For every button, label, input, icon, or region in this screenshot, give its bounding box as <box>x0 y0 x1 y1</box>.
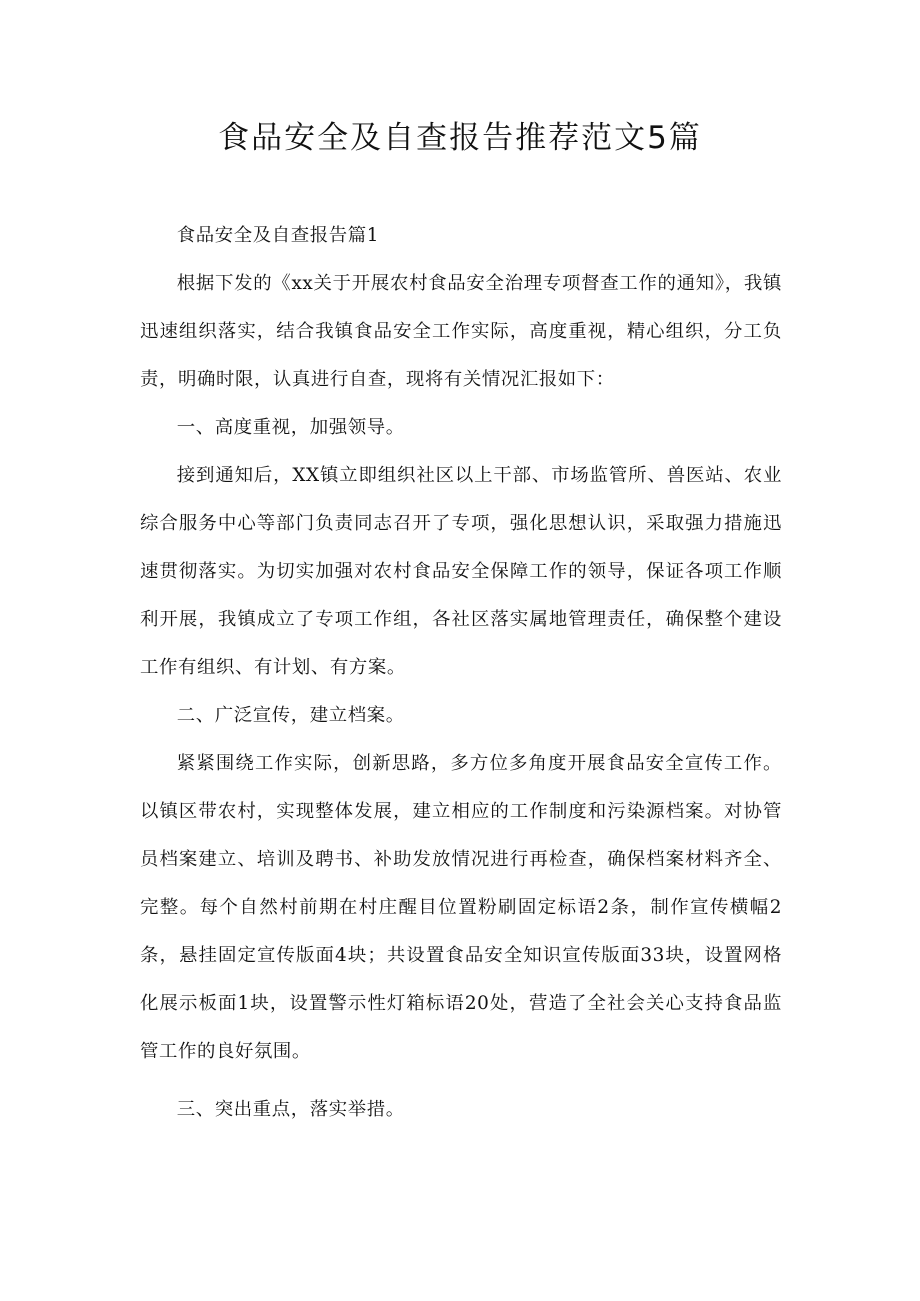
document-body <box>140 212 782 1134</box>
section-heading: 一、高度重视，加强领导。 <box>176 417 405 438</box>
document-title: 食品安全及自查报告推荐范文5篇 <box>218 120 702 156</box>
body-paragraph: 接到通知后，XX镇立即组织社区以上干部、市场监管所、兽医站、农业综合服务中心等部门负责同志召开了专项，强化思想认识，采取强力措施迅速贯彻落实。为切实加强对农村食品安全保障工作的领导，保证各项工作顺利开展，我镇成立了专项工作组，各社区落实属地管理责任，确保整个建设工作有组织、有计划、有方案。 <box>140 465 782 678</box>
section-heading: 食品安全及自查报告篇1 <box>176 225 380 246</box>
section-heading: 二、广泛宣传，建立档案。 <box>176 705 405 726</box>
body-paragraph: 根据下发的《xx关于开展农村食品安全治理专项督查工作的通知》，我镇迅速组织落实，结合我镇食品安全工作实际，高度重视，精心组织，分工负责，明确时限，认真进行自查，现将有关情况汇报如下： <box>140 273 782 390</box>
body-paragraph: 紧紧围绕工作实际，创新思路，多方位多角度开展食品安全宣传工作。以镇区带农村，实现整体发展，建立相应的工作制度和污染源档案。对协管员档案建立、培训及聘书、补助发放情况进行再检查，确保档案材料齐全、完整。每个自然村前期在村庄醒目位置粉刷固定标语2条，制作宣传横幅2条，悬挂固定宣传版面4块；共设置食品安全知识宣传版面33块，设置网格化展示板面1块，设置警示性灯箱标语20处，营造了全社会关心支持食品监管工作的良好氛围。 <box>140 753 782 1062</box>
section-heading: 三、突出重点，落实举措。 <box>176 1099 405 1120</box>
